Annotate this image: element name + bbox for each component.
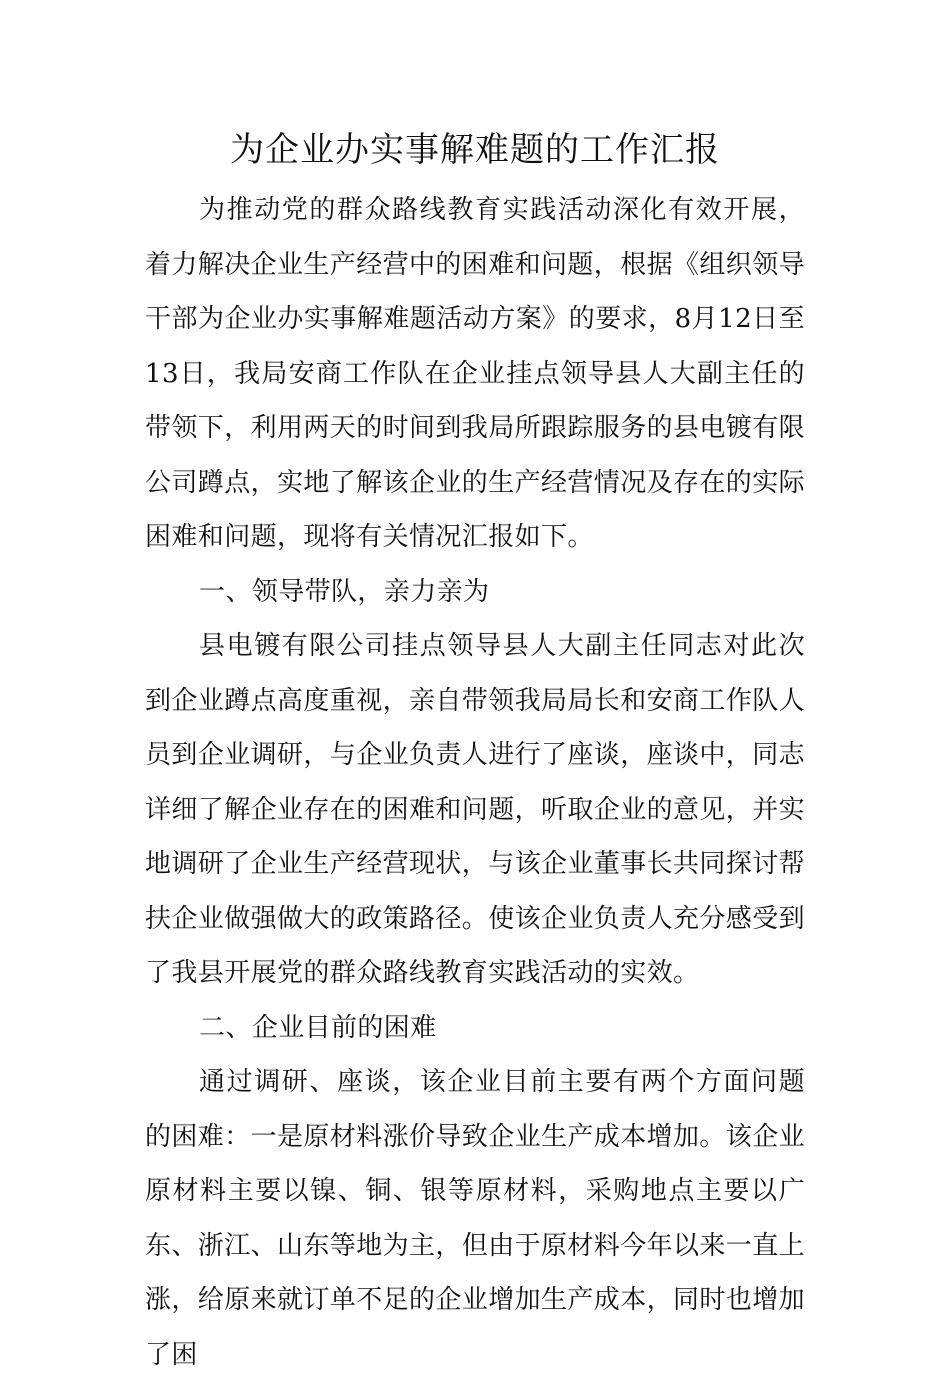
section-heading-1: 一、领导带队，亲力亲为: [199, 576, 490, 607]
section-2-paragraph: 通过调研、座谈，该企业目前主要有两个方面问题的困难：一是原材料涨价导致企业生产成本增加。该企业原材料主要以镍、铜、银等原材料，采购地点主要以广东、浙江、山东等地为主，但由于原材料今年以来一直上涨，给原来就订单不足的企业增加生产成本，同时也增加了困: [145, 1067, 806, 1370]
section-heading-2: 二、企业目前的困难: [199, 1012, 437, 1043]
section-1-paragraph: 县电镀有限公司挂点领导县人大副主任同志对此次到企业蹲点高度重视，亲自带领我局局长和安商工作队人员到企业调研，与企业负责人进行了座谈，座谈中，同志详细了解企业存在的困难和问题，听取企业的意见，并实地调研了企业生产经营现状，与该企业董事长共同探讨帮扶企业做强做大的政策路径。使该企业负责人充分感受到了我县开展党的群众路线教育实践活动的实效。: [145, 631, 806, 988]
document-title: 为企业办实事解难题的工作汇报: [230, 130, 720, 170]
document-body: [145, 183, 805, 1382]
intro-paragraph: 为推动党的群众路线教育实践活动深化有效开展，着力解决企业生产经营中的困难和问题，根据《组织领导干部为企业办实事解难题活动方案》的要求，8月12日至13日，我局安商工作队在企业挂点领导县人大副主任的带领下，利用两天的时间到我局所跟踪服务的县电镀有限公司蹲点，实地了解该企业的生产经营情况及存在的实际困难和问题，现将有关情况汇报如下。: [145, 195, 806, 552]
